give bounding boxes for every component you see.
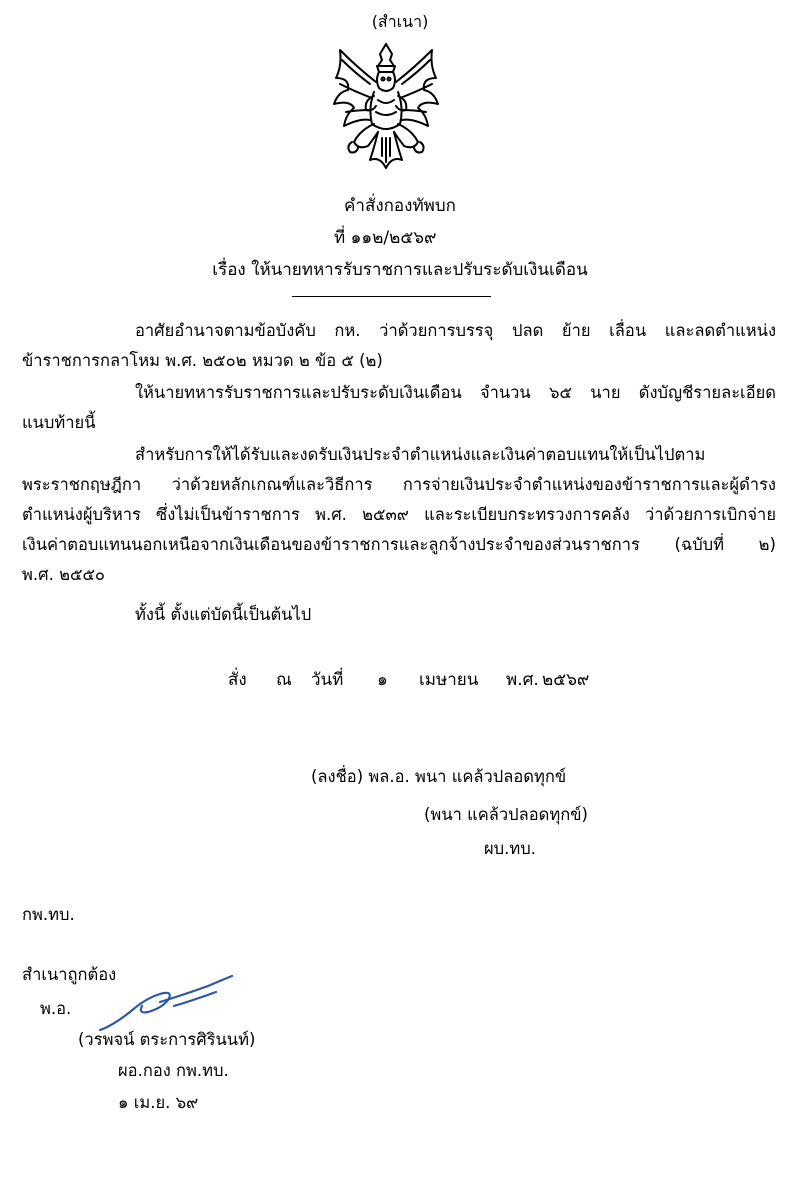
order-date-month: เมษายน (419, 670, 479, 690)
paragraph-line: ตำแหน่งผู้บริหาร ซึ่งไม่เป็นข้าราชการ พ.ศ. ๒๕๓๙ และระเบียบกระทรวงการคลัง ว่าด้วยการเบิกจ่าย (22, 505, 776, 524)
paragraph-line: ข้าราชการกลาโหม พ.ศ. ๒๕๐๒ หมวด ๒ ข้อ ๕ (๒) (22, 351, 383, 370)
paragraph-line: อาศัยอำนาจตามข้อบังคับ กห. ว่าด้วยการบรรจุ ปลด ย้าย เลื่อน และลดตำแหน่ง (135, 321, 776, 340)
certification-date: ๑ เม.ย. ๖๙ (118, 1093, 199, 1112)
certification-name: (วรพจน์ ตระการศิรินนท์) (78, 1030, 256, 1049)
order-date-year-label: พ.ศ. (506, 670, 539, 690)
paragraph-line: เงินค่าตอบแทนนอกเหนือจากเงินเดือนของข้าราชการและลูกจ้างประจำของส่วนราชการ (ฉบับที่ ๒) (22, 535, 776, 554)
paragraph-allowance (22, 440, 776, 590)
paragraph-line: พระราชกฤษฎีกา ว่าด้วยหลักเกณฑ์และวิธีการ การจ่ายเงินประจำตำแหน่งของข้าราชการและผู้ดำรง (22, 475, 776, 494)
distribution: กพ.ทบ. (22, 905, 75, 924)
signature-signed-line: (ลงชื่อ) พล.อ. พนา แคล้วปลอดทุกข์ (311, 767, 567, 786)
order-title: คำสั่งกองทัพบก (344, 196, 456, 216)
signature-name: (พนา แคล้วปลอดทุกข์) (424, 805, 588, 824)
handwritten-signature (90, 968, 240, 1038)
garuda-emblem (330, 38, 442, 178)
order-number: ที่ ๑๑๒/๒๕๖๙ (334, 228, 437, 248)
certification-rank: พ.อ. (40, 999, 72, 1018)
copy-mark: (สำเนา) (371, 12, 429, 31)
order-date-at: ณ (276, 670, 292, 690)
order-date-day: ๑ (377, 670, 388, 690)
paragraph-authority (22, 316, 776, 376)
certification-label: สำเนาถูกต้อง (22, 965, 117, 984)
paragraph-line: ให้นายทหารรับราชการและปรับระดับเงินเดือน จำนวน ๖๕ นาย ดังบัญชีรายละเอียด (135, 383, 776, 402)
order-date-day-label: วันที่ (311, 670, 344, 690)
order-subject: เรื่อง ให้นายทหารรับราชการและปรับระดับเงินเดือน (212, 260, 588, 280)
signature-position: ผบ.ทบ. (484, 839, 536, 858)
order-date-year: ๒๕๖๙ (542, 670, 590, 690)
paragraph-appointment (22, 378, 776, 438)
paragraph-line: แนบท้ายนี้ (22, 413, 96, 432)
paragraph-effective (22, 600, 776, 630)
paragraph-line: ทั้งนี้ ตั้งแต่บัดนี้เป็นต้นไป (135, 605, 312, 624)
header-divider (292, 296, 491, 297)
paragraph-line: สำหรับการให้ได้รับและงดรับเงินประจำตำแหน่งและเงินค่าตอบแทนให้เป็นไปตาม (135, 445, 706, 464)
order-date-label: สั่ง (228, 670, 247, 690)
paragraph-line: พ.ศ. ๒๕๕๐ (22, 565, 106, 584)
certification-position: ผอ.กอง กพ.ทบ. (118, 1061, 229, 1080)
